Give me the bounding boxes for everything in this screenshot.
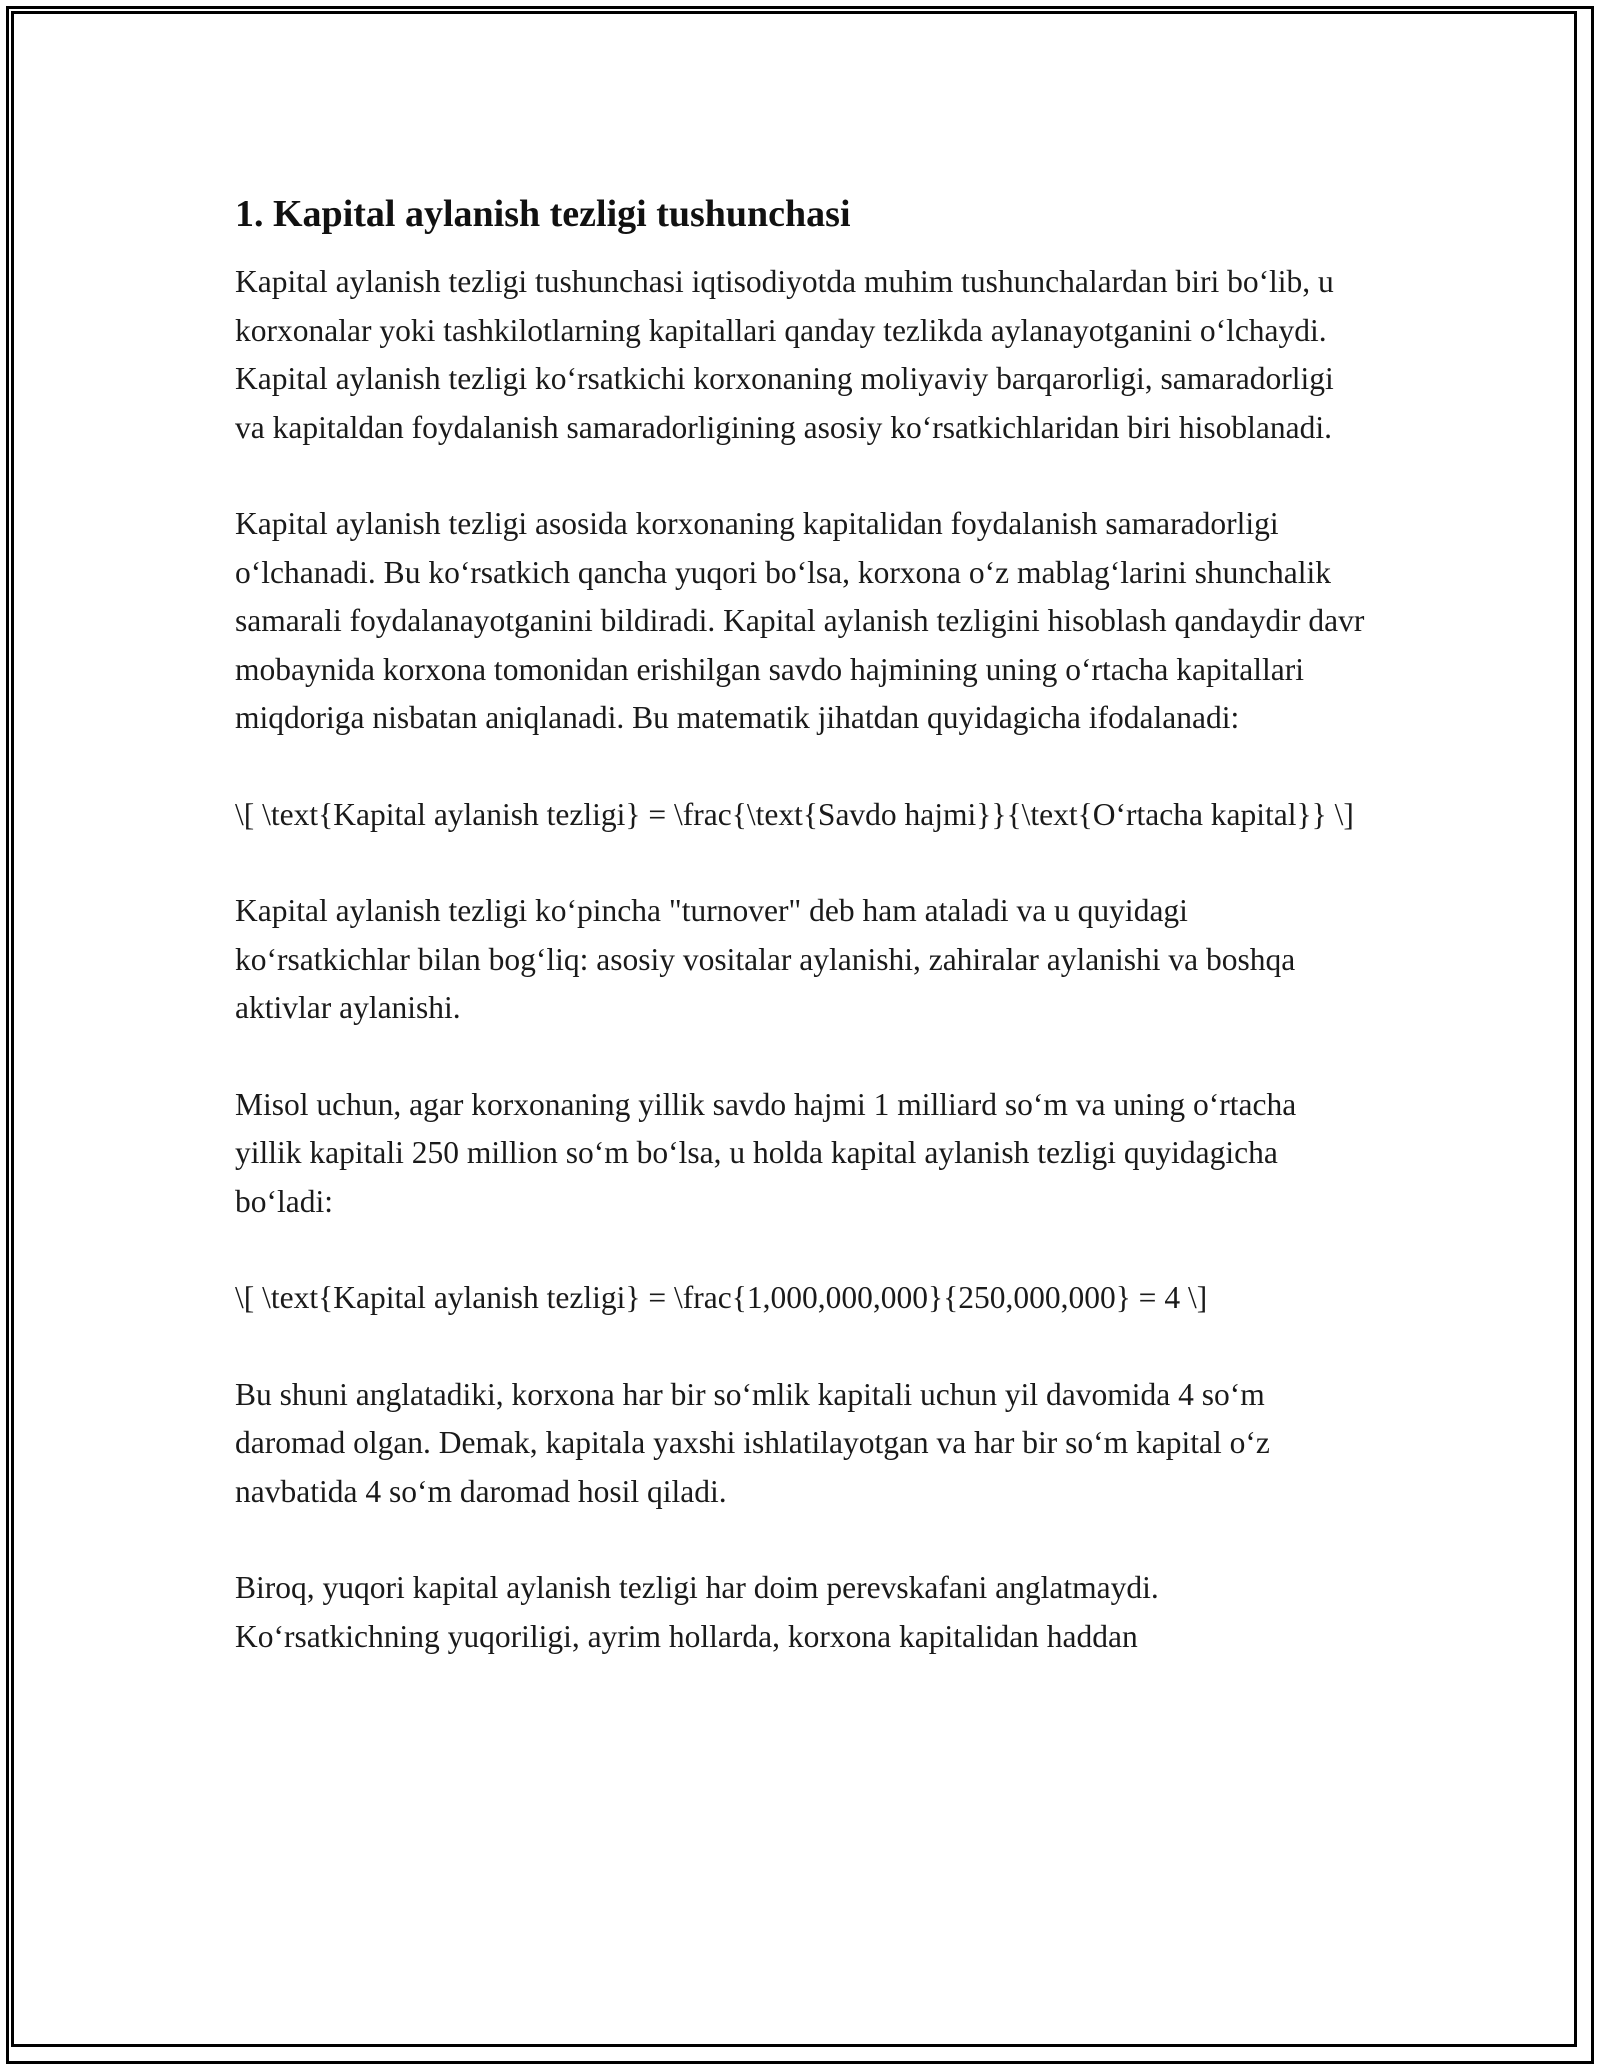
formula-turnover-definition: \[ \text{Kapital aylanish tezligi} = \frac{\text{Savdo hajmi}}{\text{O‘rtacha kapital}} \]: [235, 796, 1354, 832]
document-body: [235, 188, 1365, 1661]
paragraph-interpretation: Bu shuni anglatadiki, korxona har bir so‘mlik kapitali uchun yil davomida 4 so‘m daromad olgan. Demak, kapitala yaxshi ishlatilayotgan va har bir so‘m kapital o‘z navbatida 4 so‘m daromad hosil qiladi.: [235, 1376, 1270, 1509]
paragraph-turnover-types: Kapital aylanish tezligi ko‘pincha "turnover" deb ham ataladi va u quyidagi ko‘rsatkichlar bilan bog‘liq: asosiy vositalar aylanishi, zahiralar aylanishi va boshqa aktivlar aylanishi.: [235, 893, 1296, 1025]
paragraph-caveat: Biroq, yuqori kapital aylanish tezligi har doim perevskafani anglatmaydi. Ko‘rsatkichning yuqoriligi, ayrim hollarda, korxona kapitalidan haddan: [235, 1570, 1159, 1654]
paragraph-intro: Kapital aylanish tezligi tushunchasi iqtisodiyotda muhim tushunchalardan biri bo‘lib, u korxonalar yoki tashkilotlarning kapitallari qanday tezlikda aylanayotganini o‘lchaydi. Kapital aylanish tezligi ko‘rsatkichi korxonaning moliyaviy barqarorligi, samaradorligi va kapitaldan foydalanish samaradorligining asosiy ko‘rsatkichlaridan biri hisoblanadi.: [235, 264, 1334, 445]
formula-turnover-example: \[ \text{Kapital aylanish tezligi} = \frac{1,000,000,000}{250,000,000} = 4 \]: [235, 1280, 1208, 1315]
section-title: 1. Kapital aylanish tezligi tushunchasi: [235, 193, 851, 235]
paragraph-example: Misol uchun, agar korxonaning yillik savdo hajmi 1 milliard so‘m va uning o‘rtacha yillik kapitali 250 million so‘m bo‘lsa, u holda kapital aylanish tezligi quyidagicha bo‘ladi:: [235, 1086, 1297, 1219]
paragraph-measurement: Kapital aylanish tezligi asosida korxonaning kapitalidan foydalanish samaradorligi o‘lchanadi. Bu ko‘rsatkich qancha yuqori bo‘lsa, korxona o‘z mablag‘larini shunchalik samarali foydalanayotganini bildiradi. Kapital aylanish tezligini hisoblash qandaydir davr mobaynida korxona tomonidan erishilgan savdo hajmining uning o‘rtacha kapitallari miqdoriga nisbatan aniqlanadi. Bu matematik jihatdan quyidagicha ifodalanadi:: [235, 506, 1365, 735]
